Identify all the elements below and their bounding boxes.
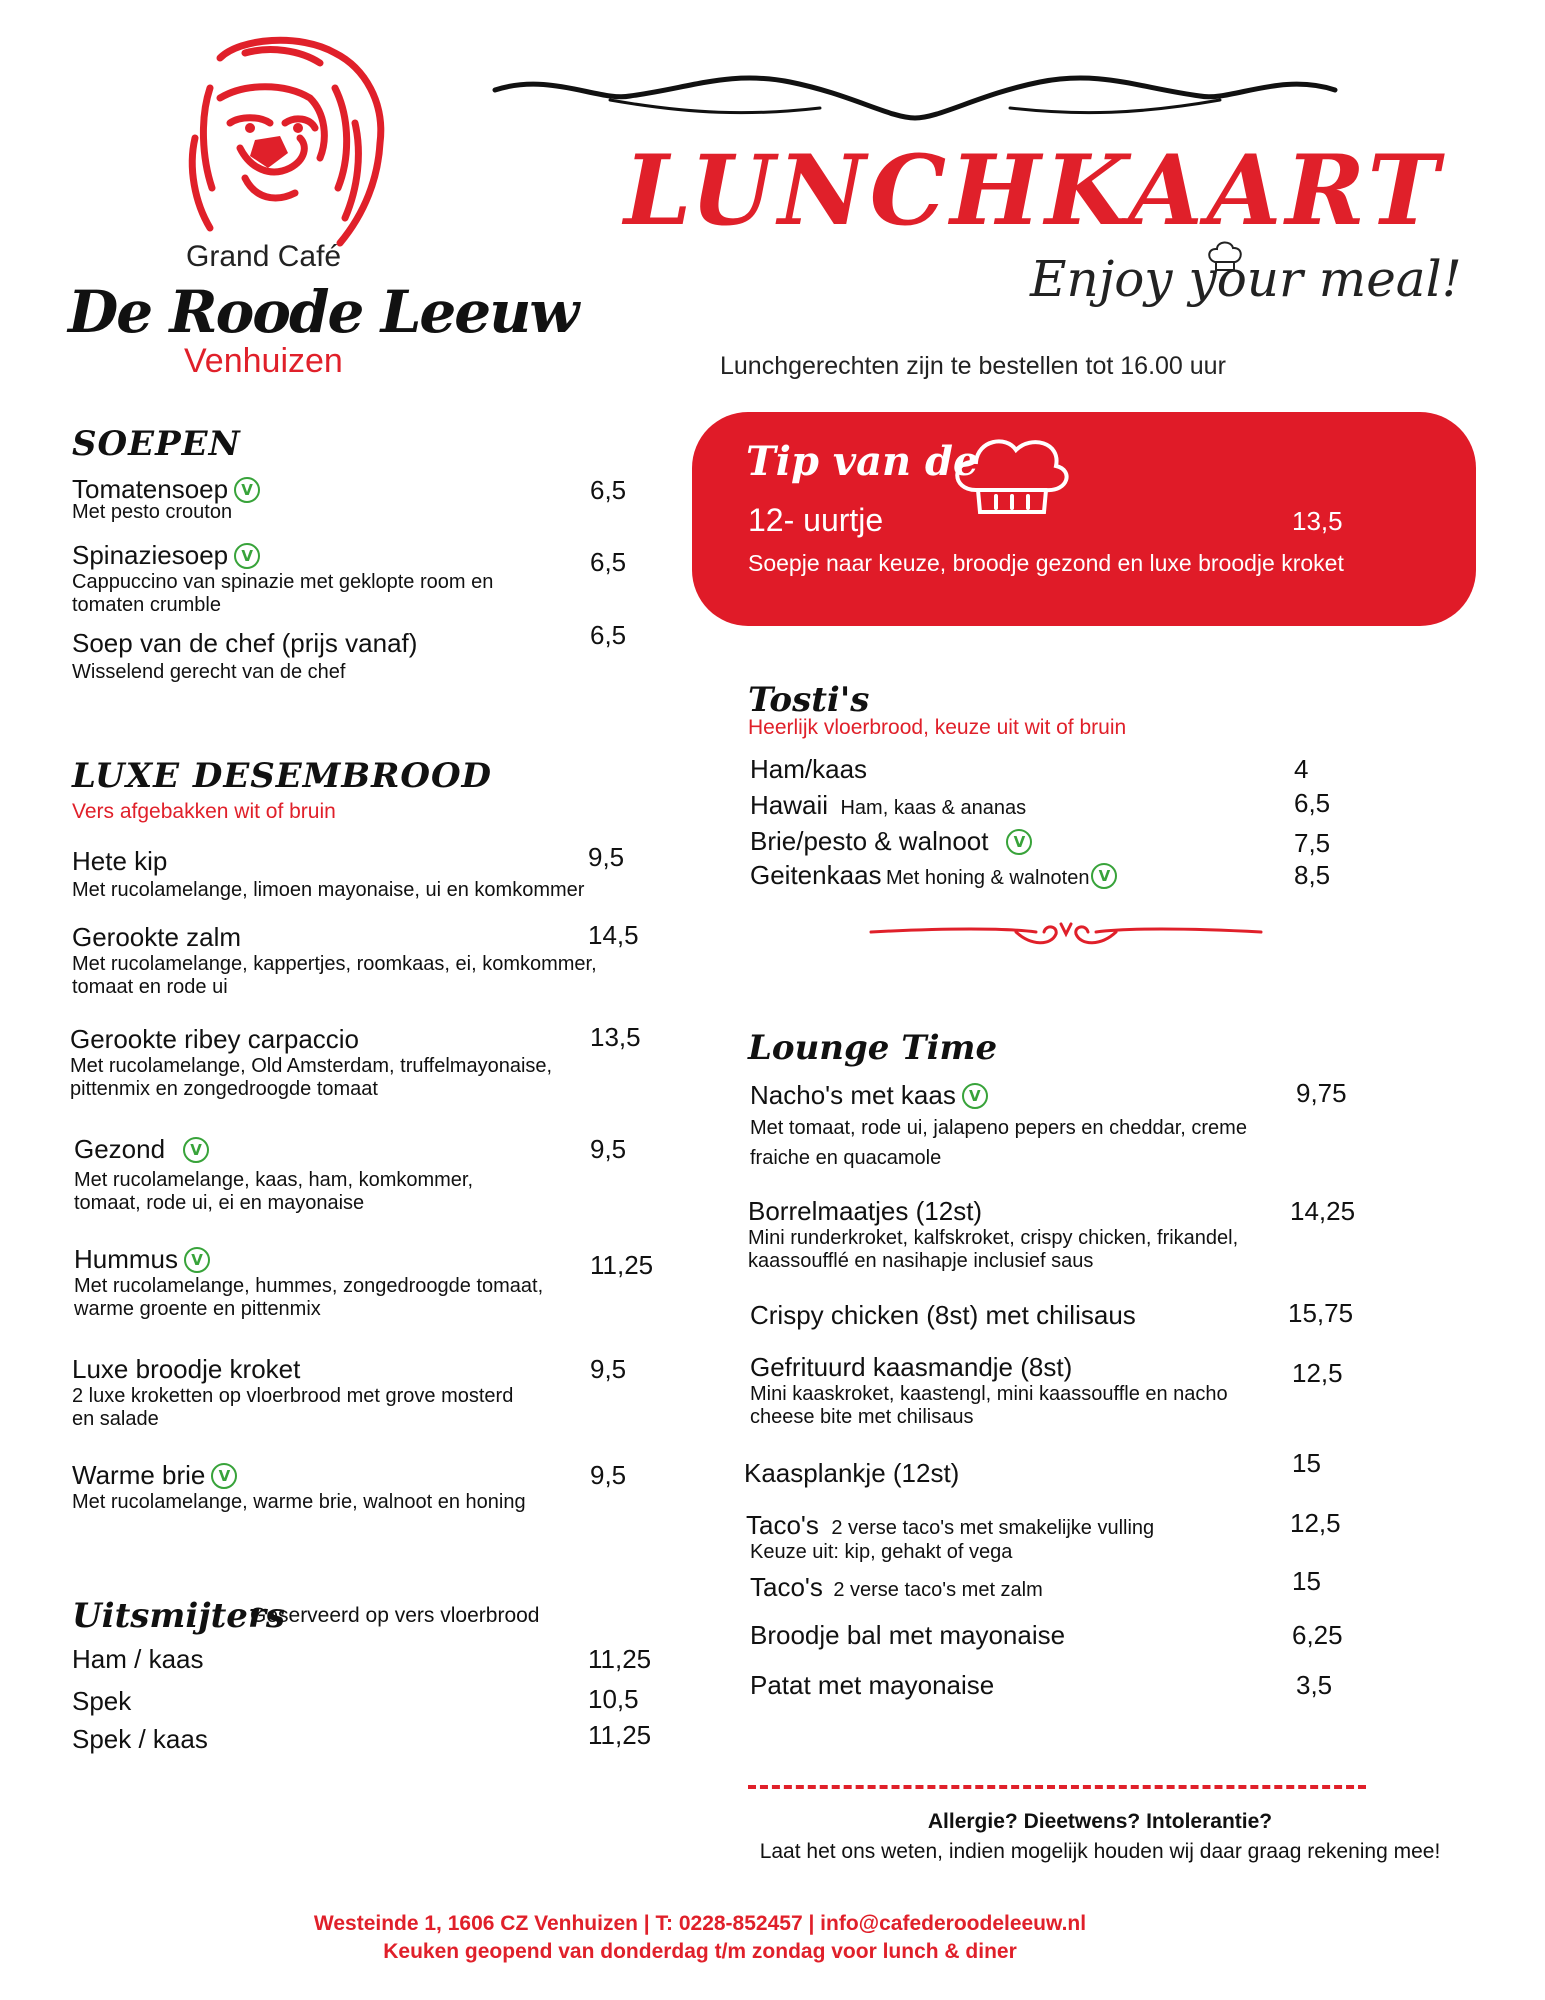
item-name: Nacho's met kaas — [750, 1080, 956, 1110]
chef-hat-icon — [1205, 236, 1245, 276]
menu-item — [746, 1510, 1154, 1564]
item-name: Crispy chicken (8st) met chilisaus — [750, 1300, 1136, 1330]
uitsmijters-title: Uitsmijters — [72, 1596, 285, 1636]
item-desc: Met rucolamelange, hummes, zongedroogde tomaat, warme groente en pittenmix — [74, 1275, 544, 1320]
item-price: 11,25 — [588, 1720, 652, 1750]
item-price: 6,5 — [590, 547, 627, 577]
menu-item — [750, 1670, 994, 1701]
lounge-title: Lounge Time — [748, 1028, 998, 1068]
soepen-title: SOEPEN — [72, 424, 241, 464]
item-price: 15,75 — [1288, 1298, 1354, 1328]
lion-head-icon — [150, 28, 400, 258]
vegetarian-icon: V — [211, 1463, 237, 1489]
tip-name: 12- uurtje — [748, 502, 884, 538]
item-price: 9,5 — [590, 1134, 627, 1164]
tagline: Enjoy your meal! — [1030, 250, 1462, 308]
tip-title: Tip van de — [746, 438, 979, 485]
page-title: LUNCHKAART — [624, 134, 1443, 247]
tip-box — [692, 412, 1476, 626]
menu-item — [72, 1724, 208, 1755]
item-name: Tomatensoep — [72, 474, 229, 504]
item-desc: Mini runderkroket, kalfskroket, crispy chicken, frikandel, kaassoufflé en nasihapje inclusief saus — [748, 1227, 1239, 1272]
item-name: Luxe broodje kroket — [72, 1354, 301, 1384]
item-name: Taco's — [746, 1510, 819, 1540]
menu-item — [750, 1352, 1228, 1429]
menu-item — [74, 1134, 473, 1215]
item-price: 8,5 — [1294, 860, 1331, 890]
vegetarian-icon: V — [1006, 829, 1032, 855]
menu-item — [750, 1620, 1065, 1651]
item-name: Spek — [72, 1686, 132, 1716]
tip-desc: Soepje naar keuze, broodje gezond en luxe broodje kroket — [748, 550, 1344, 576]
item-price: 7,5 — [1294, 828, 1331, 858]
item-name: Brie/pesto & walnoot — [750, 826, 989, 856]
item-desc: Met rucolamelange, warme brie, walnoot en honing — [72, 1491, 526, 1513]
footer-address: Westeinde 1, 1606 CZ Venhuizen | T: 0228-852457 | info@cafederoodeleeuw.nl — [313, 1912, 1087, 1935]
menu-item — [750, 790, 1026, 821]
menu-item — [72, 846, 584, 902]
order-notice: Lunchgerechten zijn te bestellen tot 16.00 uur — [720, 352, 1226, 380]
ornament-flourish-icon — [866, 916, 1266, 952]
item-price: 10,5 — [588, 1684, 639, 1714]
item-name: Warme brie — [72, 1460, 206, 1490]
menu-item — [748, 1196, 1238, 1273]
item-price: 9,5 — [588, 842, 625, 872]
brand-name: De Roode Leeuw — [68, 278, 578, 346]
item-desc: Cappuccino van spinazie met geklopte room en tomaten crumble — [72, 571, 494, 616]
vegetarian-icon: V — [234, 543, 260, 569]
item-name: Spinaziesoep — [72, 540, 229, 570]
menu-item — [72, 1460, 526, 1514]
menu-item — [72, 628, 417, 684]
footer-hours: Keuken geopend van donderdag t/m zondag voor lunch & diner — [383, 1940, 1017, 1963]
item-inline-desc: 2 verse taco's met smakelijke vulling — [831, 1517, 1155, 1539]
allergy-title: Allergie? Dieetwens? Intolerantie? — [927, 1810, 1273, 1833]
tip-price: 13,5 — [1292, 506, 1343, 536]
item-name: Ham / kaas — [72, 1644, 204, 1674]
menu-item — [750, 1080, 1247, 1173]
item-price: 9,5 — [590, 1354, 627, 1384]
item-inline-desc: Met honing & walnoten — [885, 867, 1090, 889]
item-price: 14,5 — [588, 920, 639, 950]
item-name: Gerookte ribey carpaccio — [70, 1024, 360, 1054]
item-price: 3,5 — [1296, 1670, 1333, 1700]
item-name: Gerookte zalm — [72, 922, 242, 952]
vegetarian-icon: V — [1091, 863, 1117, 889]
item-price: 9,75 — [1296, 1078, 1347, 1108]
item-desc: Mini kaaskroket, kaastengl, mini kaassouffle en nacho cheese bite met chilisaus — [750, 1383, 1228, 1428]
item-inline-desc: 2 verse taco's met zalm — [833, 1579, 1043, 1601]
item-name: Taco's — [750, 1572, 823, 1602]
menu-item — [70, 1024, 552, 1101]
menu-item — [744, 1458, 959, 1489]
menu-item — [72, 1644, 204, 1675]
uitsmijters-subtitle: Geserveerd op vers vloerbrood — [250, 1604, 540, 1627]
vegetarian-icon: V — [234, 477, 260, 503]
item-desc: Wisselend gerecht van de chef — [72, 661, 346, 683]
item-price: 6,5 — [590, 475, 627, 505]
item-desc: Met rucolamelange, kaas, ham, komkommer, tomaat, rode ui, ei en mayonaise — [74, 1169, 474, 1214]
allergy-text: Laat het ons weten, indien mogelijk houden wij daar graag rekening mee! — [759, 1840, 1441, 1863]
item-name: Borrelmaatjes (12st) — [748, 1196, 983, 1226]
item-desc: 2 luxe kroketten op vloerbrood met grove mosterd en salade — [72, 1385, 514, 1430]
item-price: 12,5 — [1292, 1358, 1343, 1388]
item-desc: Met rucolamelange, limoen mayonaise, ui en komkommer — [72, 879, 585, 901]
item-name: Patat met mayonaise — [750, 1670, 995, 1700]
item-desc: Met tomaat, rode ui, jalapeno pepers en cheddar, creme fraiche en quacamole — [750, 1117, 1247, 1169]
item-price: 15 — [1292, 1448, 1321, 1478]
item-price: 13,5 — [590, 1022, 641, 1052]
menu-item — [72, 922, 597, 999]
menu-item — [750, 860, 1117, 891]
item-desc: Met rucolamelange, Old Amsterdam, truffelmayonaise, pittenmix en zongedroogde tomaat — [70, 1055, 553, 1100]
dashed-divider — [748, 1785, 1366, 1789]
item-name: Ham/kaas — [750, 754, 868, 784]
menu-item — [750, 754, 867, 785]
item-name: Hummus — [74, 1244, 179, 1274]
item-price: 11,25 — [590, 1250, 654, 1280]
menu-item — [72, 1354, 513, 1431]
vegetarian-icon: V — [184, 1247, 210, 1273]
menu-item — [750, 826, 1032, 857]
item-desc: Met rucolamelange, kappertjes, roomkaas, ei, komkommer, tomaat en rode ui — [72, 953, 597, 998]
item-price: 12,5 — [1290, 1508, 1341, 1538]
item-price: 6,25 — [1292, 1620, 1343, 1650]
item-price: 14,25 — [1290, 1196, 1356, 1226]
item-price: 15 — [1292, 1566, 1321, 1596]
item-desc: Met pesto crouton — [72, 501, 233, 523]
menu-item — [750, 1572, 1043, 1603]
menu-item — [72, 1686, 131, 1717]
item-inline-desc: Ham, kaas & ananas — [840, 797, 1027, 819]
vegetarian-icon: V — [183, 1137, 209, 1163]
tostis-subtitle: Heerlijk vloerbrood, keuze uit wit of bruin — [748, 716, 1127, 739]
item-name: Gezond — [74, 1134, 166, 1164]
brand-location: Venhuizen — [184, 342, 343, 380]
item-price: 6,5 — [1294, 788, 1331, 818]
item-name: Soep van de chef (prijs vanaf) — [72, 628, 418, 658]
menu-item — [750, 1300, 1136, 1331]
item-name: Hawaii — [750, 790, 829, 820]
item-desc: Keuze uit: kip, gehakt of vega — [750, 1541, 1013, 1563]
menu-item — [72, 474, 260, 524]
item-name: Spek / kaas — [72, 1724, 208, 1754]
item-price: 6,5 — [590, 620, 627, 650]
brand-line1: Grand Café — [186, 240, 342, 273]
item-price: 4 — [1294, 754, 1309, 784]
item-name: Geitenkaas — [750, 860, 882, 890]
chef-hat-icon — [946, 430, 1076, 520]
item-name: Kaasplankje (12st) — [744, 1458, 960, 1488]
item-name: Hete kip — [72, 846, 168, 876]
vegetarian-icon: V — [962, 1083, 988, 1109]
tostis-title: Tosti's — [748, 680, 870, 720]
item-name: Broodje bal met mayonaise — [750, 1620, 1066, 1650]
desembrood-subtitle: Vers afgebakken wit of bruin — [72, 800, 336, 823]
menu-item — [74, 1244, 543, 1321]
item-price: 11,25 — [588, 1644, 652, 1674]
desembrood-title: LUXE DESEMBROOD — [72, 756, 493, 796]
item-name: Gefrituurd kaasmandje (8st) — [750, 1352, 1073, 1382]
ornament-flourish-icon — [490, 62, 1340, 132]
menu-item — [72, 540, 493, 617]
item-price: 9,5 — [590, 1460, 627, 1490]
